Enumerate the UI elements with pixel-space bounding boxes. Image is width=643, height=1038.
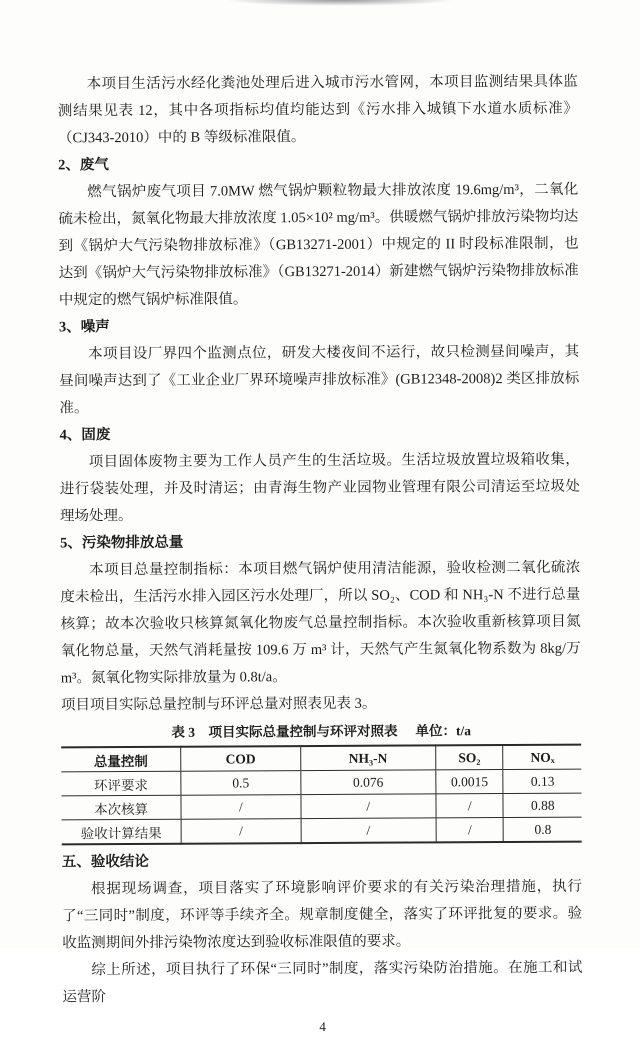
paragraph-wastewater: 本项目生活污水经化粪池处理后进入城市污水管网，本项目监测结果具体监测结果见表 12，其中各项指标均值均能达到《污水排入城镇下水道水质标准》（CJ343-2010）中的 B 等级标准限值。 bbox=[57, 73, 578, 147]
heading-solid-waste: 4、固废 bbox=[59, 427, 111, 444]
paragraph-noise: 本项目设厂界四个监测点位，研发大楼夜间不运行，故只检测昼间噪声，其昼间噪声达到了《工业企业厂界环境噪声排放标准》(GB12348-2008)2 类区排放标准。 bbox=[59, 343, 580, 417]
totals-comparison-table bbox=[61, 744, 582, 846]
paragraph-total-emissions: 本项目总量控制指标：本项目燃气锅炉使用清洁能源，验收检测二氧化硫浓度未检出，生活污水排入园区污水处理厂，所以 SO₂、COD 和 NH₃-N 不进行总量核算；故本次验收只核算氮氧化物废气总量控制指标。本次验收重新核算项目氮氧化物总量，天然气消耗量按 109.6 万 m³ 计，天然气产生氮氧化物系数为 8kg/万 m³。氮氧化物实际排放量为 0.8t/a。 bbox=[60, 559, 581, 687]
table-cell: / bbox=[436, 794, 504, 818]
heading-waste-gas: 2、废气 bbox=[58, 157, 109, 174]
heading-noise: 3、噪声 bbox=[58, 319, 110, 336]
table-header-cell: COD bbox=[181, 746, 301, 771]
paragraph-solid-waste: 项目固体废物主要为工作人员产生的生活垃圾。生活垃圾放置垃圾箱收集，进行袋装处理，并及时清运；由青海生物产业园物业管理有限公司清运至垃圾处理场处理。 bbox=[59, 451, 580, 525]
paragraph-table-reference: 项目项目实际总量控制与环评总量对照表见表 3。 bbox=[60, 695, 377, 714]
paragraph-conclusion: 根据现场调查，项目落实了环境影响评价要求的有关污染治理措施，执行了“三同时”制度，环评等手续齐全。规章制度健全，落实了环评批复的要求。验收监测期间外排污染物浓度达到验收标准限值的要求。 bbox=[62, 878, 583, 952]
table-row bbox=[61, 769, 581, 796]
heading-conclusion: 五、验收结论 bbox=[61, 853, 149, 871]
table-header-cell: NOₓ bbox=[503, 745, 581, 770]
table-cell: 0.5 bbox=[181, 771, 301, 796]
table-caption bbox=[61, 719, 581, 746]
table-cell: 0.88 bbox=[503, 793, 581, 817]
table-cell: 验收计算结果 bbox=[62, 819, 182, 844]
table-cell: 本次核算 bbox=[61, 795, 181, 820]
table-cell: 0.076 bbox=[301, 770, 436, 795]
table-cell: / bbox=[181, 795, 301, 820]
table-header-row bbox=[61, 745, 581, 772]
table-row bbox=[62, 817, 582, 844]
table-cell: 0.8 bbox=[504, 817, 582, 842]
paragraph-summary: 综上所述，项目执行了环保“三同时”制度，落实污染防治措施。在施工和试运营阶 bbox=[62, 959, 583, 1006]
table-header-cell: SO₂ bbox=[436, 745, 504, 770]
table-cell: 0.13 bbox=[503, 769, 581, 793]
heading-total-emissions: 5、污染物排放总量 bbox=[60, 534, 184, 552]
table-cell: / bbox=[436, 818, 504, 843]
table-cell: / bbox=[181, 819, 301, 844]
table-caption-unit: 单位：t/a bbox=[415, 723, 471, 739]
table-cell: / bbox=[301, 818, 436, 843]
table-cell: 0.0015 bbox=[436, 770, 504, 794]
table-row bbox=[61, 793, 581, 820]
page-number: 4 bbox=[319, 1018, 326, 1035]
table-header-cell: NH₃-N bbox=[300, 745, 435, 770]
table-caption-title: 表 3 项目实际总量控制与环评对照表 bbox=[171, 723, 398, 740]
table-cell: 环评要求 bbox=[61, 771, 181, 796]
table-cell: / bbox=[301, 794, 436, 819]
table-header-cell: 总量控制 bbox=[93, 753, 148, 769]
paragraph-waste-gas: 燃气锅炉废气项目 7.0MW 燃气锅炉颗粒物最大排放浓度 19.6mg/m³，二氧化硫未检出，氮氧化物最大排放浓度 1.05×10² mg/m³。供暖燃气锅炉排放污染物均达到《锅炉大气污染物排放标准》（GB13271-2001）中规定的 II 时段标准限制，也达到《锅炉大气污染物排放标准》（GB13271-2014）新建燃气锅炉污染物排放标准中规定的燃气锅炉标准限值。 bbox=[58, 181, 579, 309]
